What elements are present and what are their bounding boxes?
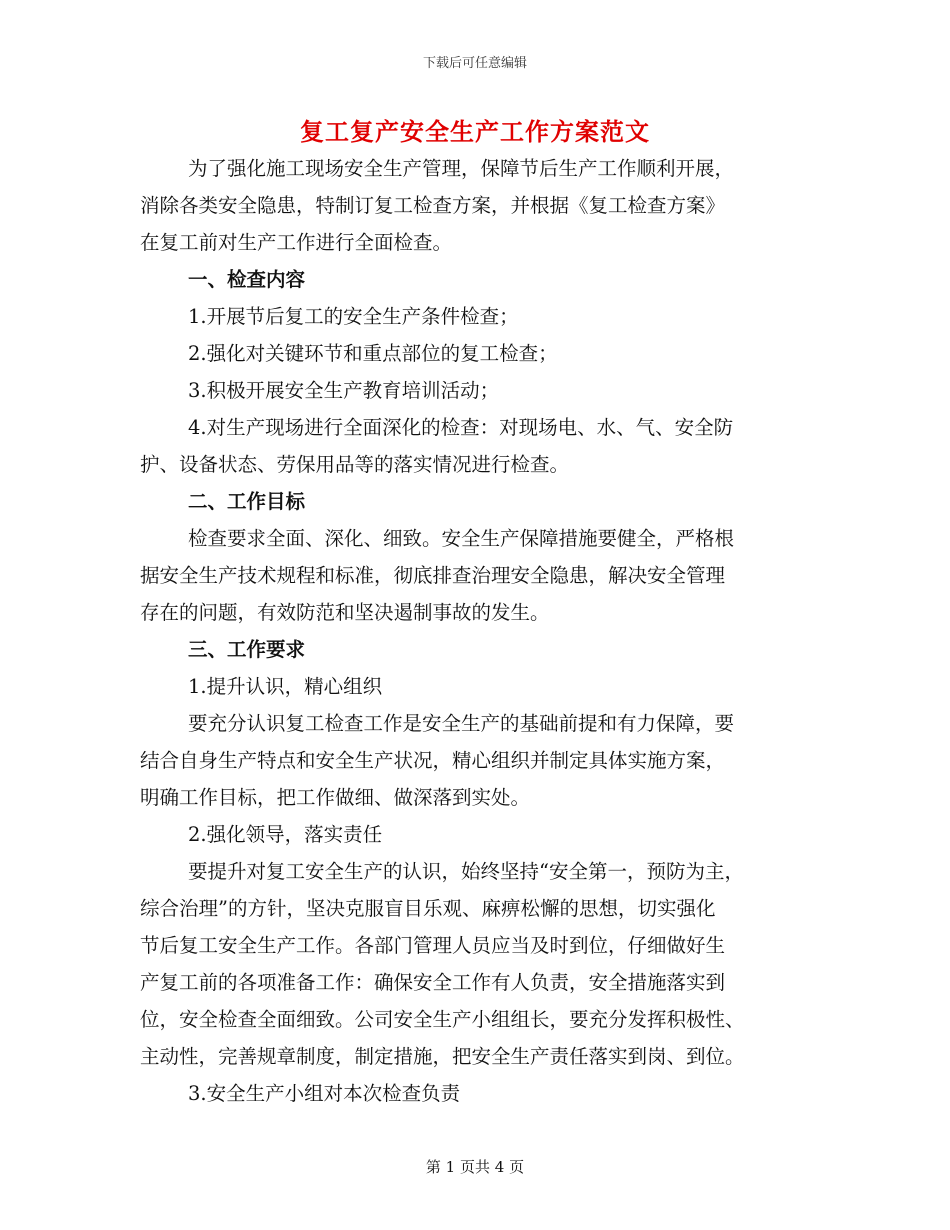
paragraph-line: 2.强化领导，落实责任	[188, 823, 383, 846]
paragraph-line: 明确工作目标，把工作做细、做深落到实处。	[140, 786, 531, 809]
paragraph-line: 存在的问题，有效防范和坚决遏制事故的发生。	[140, 601, 550, 624]
section-heading: 二、工作目标	[188, 490, 306, 513]
paragraph-line: 3.积极开展安全生产教育培训活动；	[188, 379, 500, 402]
paragraph-line: 1.开展节后复工的安全生产条件检查；	[188, 305, 519, 328]
paragraph-line: 据安全生产技术规程和标准，彻底排查治理安全隐患，解决安全管理	[140, 564, 726, 587]
paragraph-line: 节后复工安全生产工作。各部门管理人员应当及时到位，仔细做好生	[140, 934, 726, 957]
document-body	[140, 150, 820, 1112]
paragraph-line: 消除各类安全隐患，特制订复工检查方案，并根据《复工检查方案》	[140, 194, 726, 217]
paragraph-line: 在复工前对生产工作进行全面检查。	[140, 231, 453, 254]
document-title: 复工复产安全生产工作方案范文	[300, 117, 650, 146]
paragraph-line: 3.安全生产小组对本次检查负责	[188, 1082, 461, 1105]
section-heading: 一、检查内容	[188, 268, 306, 291]
paragraph-line: 为了强化施工现场安全生产管理，保障节后生产工作顺利开展，	[188, 157, 735, 180]
paragraph-line: 结合自身生产特点和安全生产状况，精心组织并制定具体实施方案，	[140, 749, 726, 772]
page-header-note: 下载后可任意编辑	[422, 56, 527, 71]
paragraph-line: 护、设备状态、劳保用品等的落实情况进行检查。	[140, 453, 570, 476]
paragraph-line: 位，安全检查全面细致。公司安全生产小组组长，要充分发挥积极性、	[140, 1008, 745, 1031]
paragraph-line: 4.对生产现场进行全面深化的检查：对现场电、水、气、安全防	[188, 416, 734, 439]
paragraph-line: 综合治理”的方针，坚决克服盲目乐观、麻痹松懈的思想，切实强化	[140, 897, 716, 920]
paragraph-line: 要充分认识复工检查工作是安全生产的基础前提和有力保障，要	[188, 712, 735, 735]
paragraph-line: 检查要求全面、深化、细致。安全生产保障措施要健全，严格根	[188, 527, 735, 550]
paragraph-line: 2.强化对关键环节和重点部位的复工检查；	[188, 342, 558, 365]
paragraph-line: 1.提升认识，精心组织	[188, 675, 383, 698]
paragraph-line: 产复工前的各项准备工作：确保安全工作有人负责，安全措施落实到	[140, 971, 726, 994]
page-number: 第 1 页共 4 页	[425, 1158, 525, 1176]
paragraph-line: 主动性，完善规章制度，制定措施，把安全生产责任落实到岗、到位。	[140, 1045, 745, 1068]
paragraph-line: 要提升对复工安全生产的认识，始终坚持“安全第一，预防为主，	[188, 860, 744, 883]
section-heading: 三、工作要求	[188, 638, 306, 661]
